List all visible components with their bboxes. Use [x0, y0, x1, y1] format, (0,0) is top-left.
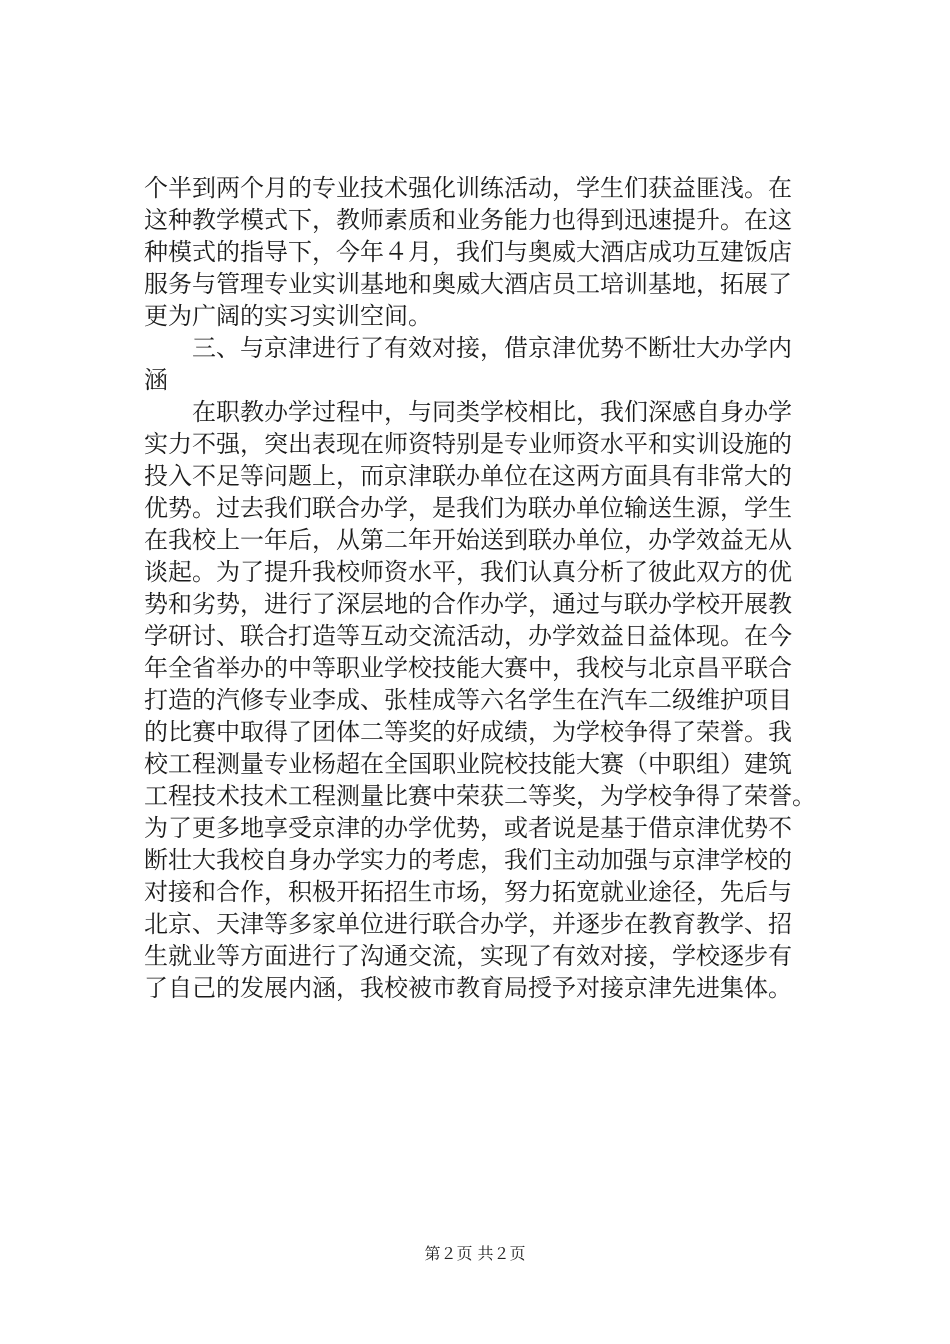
text-line: 服务与管理专业实训基地和奥威大酒店员工培训基地，拓展了: [144, 270, 792, 298]
text-line: 校工程测量专业杨超在全国职业院校技能大赛（中职组）建筑: [144, 750, 792, 778]
text-line: 打造的汽修专业李成、张桂成等六名学生在汽车二级维护项目: [144, 686, 792, 714]
text-line: 势和劣势，进行了深层地的合作办学，通过与联办学校开展教: [144, 590, 792, 618]
text-line: 投入不足等问题上，而京津联办单位在这两方面具有非常大的: [144, 462, 792, 490]
text-line: 学研讨、联合打造等互动交流活动，办学效益日益体现。在今: [144, 622, 792, 650]
text-line: 更为广阔的实习实训空间。: [144, 302, 432, 330]
text-line: 优势。过去我们联合办学，是我们为联办单位输送生源，学生: [144, 494, 792, 522]
text-line: 为了更多地享受京津的办学优势，或者说是基于借京津优势不: [144, 814, 792, 842]
text-line: 这种教学模式下，教师素质和业务能力也得到迅速提升。在这: [144, 206, 792, 234]
text-line: 个半到两个月的专业技术强化训练活动，学生们获益匪浅。在: [144, 174, 792, 202]
text-line: 对接和合作，积极开拓招生市场，努力拓宽就业途径，先后与: [144, 878, 792, 906]
text-line: 北京、天津等多家单位进行联合办学，并逐步在教育教学、招: [144, 910, 792, 938]
text-line: 断壮大我校自身办学实力的考虑，我们主动加强与京津学校的: [144, 846, 792, 874]
page-number-footer: 第２页 共２页: [424, 1244, 526, 1263]
text-line: 实力不强，突出表现在师资特别是专业师资水平和实训设施的: [144, 430, 792, 458]
text-line: 谈起。为了提升我校师资水平，我们认真分析了彼此双方的优: [144, 558, 792, 586]
text-line: 种模式的指导下，今年４月，我们与奥威大酒店成功互建饭店: [144, 238, 792, 266]
text-line: 工程技术技术工程测量比赛中荣获二等奖，为学校争得了荣誉。: [144, 782, 816, 810]
text-line: 生就业等方面进行了沟通交流，实现了有效对接，学校逐步有: [144, 942, 792, 970]
text-line: 在我校上一年后，从第二年开始送到联办单位，办学效益无从: [144, 526, 792, 554]
text-line: 年全省举办的中等职业学校技能大赛中，我校与北京昌平联合: [144, 654, 792, 682]
text-line: 的比赛中取得了团体二等奖的好成绩，为学校争得了荣誉。我: [144, 718, 792, 746]
document-body: [144, 172, 844, 1004]
paragraph-first-line: 在职教办学过程中，与同类学校相比，我们深感自身办学: [192, 398, 792, 426]
section-heading-continuation: 涵: [144, 366, 168, 394]
text-line: 了自己的发展内涵，我校被市教育局授予对接京津先进集体。: [144, 974, 792, 1002]
section-heading: 三、与京津进行了有效对接，借京津优势不断壮大办学内: [192, 334, 792, 362]
